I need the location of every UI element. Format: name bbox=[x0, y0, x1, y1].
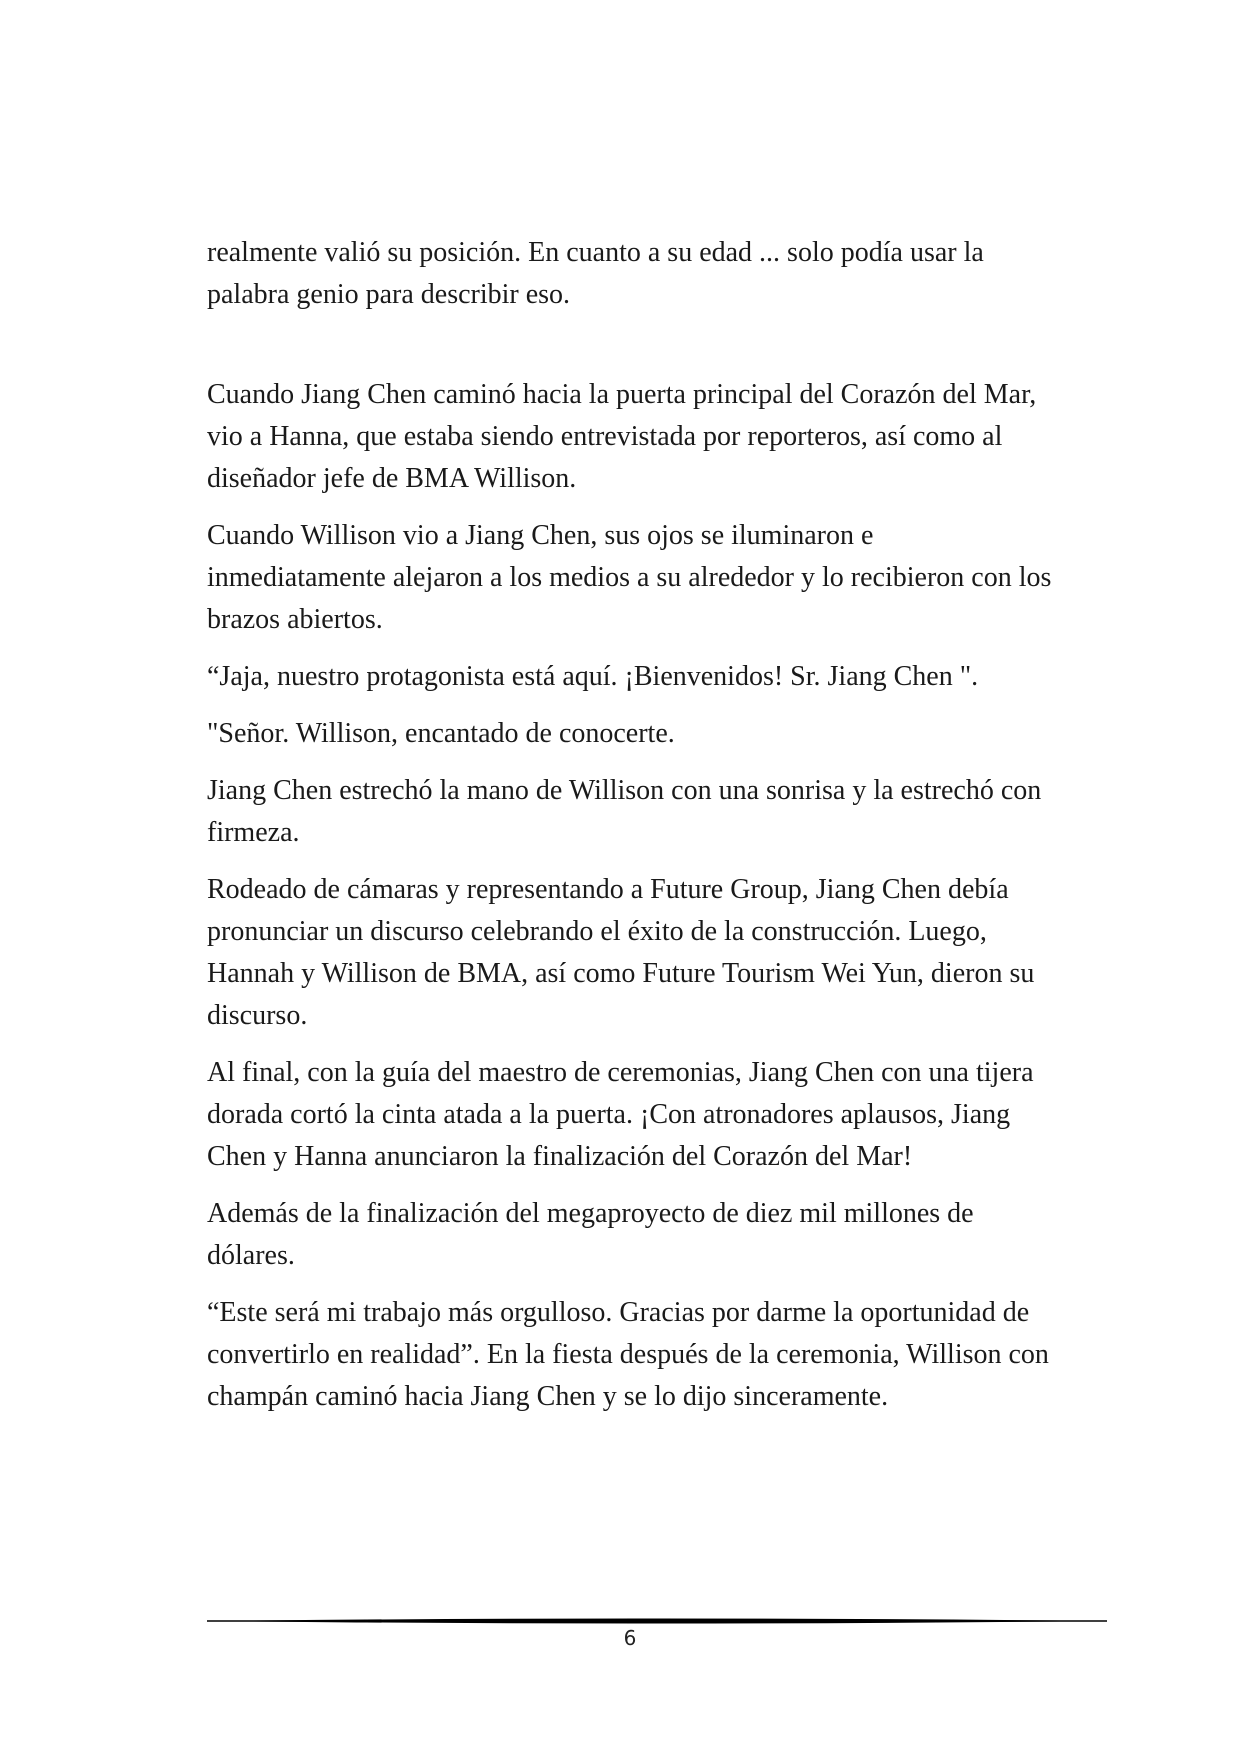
paragraph: Al final, con la guía del maestro de ceremonias, Jiang Chen con una tijera dorada cortó la cinta atada a la puerta. ¡Con atronadores aplausos, Jiang Chen y Hanna anunciaron la finalización del Corazón del Mar! bbox=[207, 1057, 1034, 1172]
paragraph: Cuando Willison vio a Jiang Chen, sus ojos se iluminaron e inmediatamente alejaron a los medios a su alrededor y lo recibieron con los brazos abiertos. bbox=[207, 520, 1052, 635]
paragraph: Rodeado de cámaras y representando a Future Group, Jiang Chen debía pronunciar un discurso celebrando el éxito de la construcción. Luego, Hannah y Willison de BMA, así como Future Tourism Wei Yun, dieron su discurso. bbox=[207, 874, 1035, 1031]
page-number: 6 bbox=[623, 1626, 637, 1650]
body-text bbox=[207, 232, 1057, 1433]
paragraph: realmente valió su posición. En cuanto a su edad ... solo podía usar la palabra genio para describir eso. bbox=[207, 237, 984, 310]
paragraph: "Señor. Willison, encantado de conocerte. bbox=[207, 718, 675, 749]
paragraph: Además de la finalización del megaproyecto de diez mil millones de dólares. bbox=[207, 1198, 974, 1271]
paragraph: “Este será mi trabajo más orgulloso. Gracias por darme la oportunidad de convertirlo en realidad”. En la fiesta después de la ceremonia, Willison con champán caminó hacia Jiang Chen y se lo dijo sinceramente. bbox=[207, 1297, 1049, 1412]
paragraph: Cuando Jiang Chen caminó hacia la puerta principal del Corazón del Mar, vio a Hanna, que estaba siendo entrevistada por reporteros, así como al diseñador jefe de BMA Willison. bbox=[207, 379, 1037, 494]
paragraph: Jiang Chen estrechó la mano de Willison con una sonrisa y la estrechó con firmeza. bbox=[207, 775, 1042, 848]
paragraph: “Jaja, nuestro protagonista está aquí. ¡Bienvenidos! Sr. Jiang Chen ". bbox=[207, 661, 979, 692]
